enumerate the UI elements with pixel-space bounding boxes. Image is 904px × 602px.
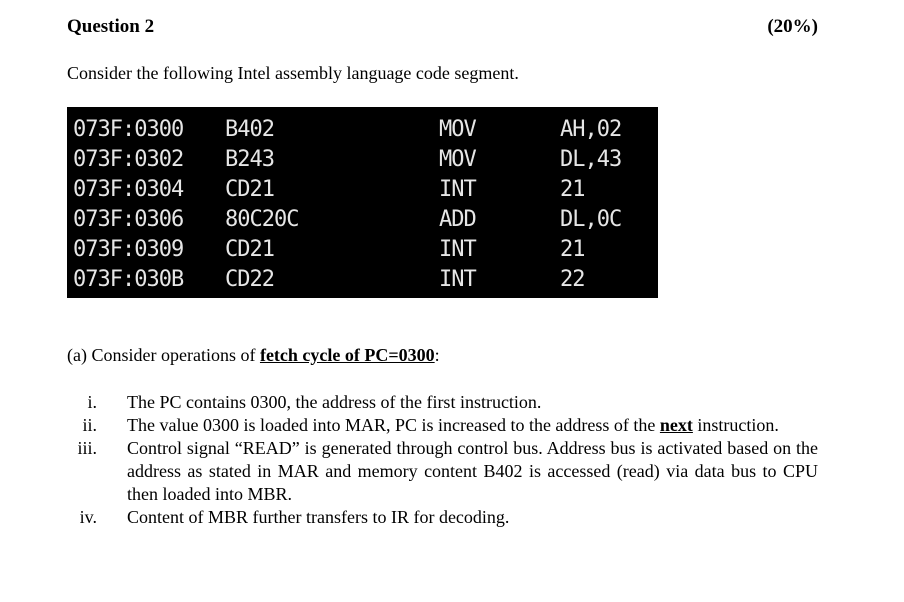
code-hex: CD22 <box>225 267 274 292</box>
code-row <box>67 175 658 205</box>
code-operands: 22 <box>560 267 585 292</box>
code-row <box>67 145 658 175</box>
code-mnemonic: INT <box>439 267 476 292</box>
code-operands: 21 <box>560 177 585 202</box>
code-mnemonic: MOV <box>439 147 476 172</box>
part-a-suffix: : <box>434 345 440 365</box>
code-address: 073F:0302 <box>73 147 184 172</box>
code-address: 073F:0300 <box>73 117 184 142</box>
list-item <box>67 506 818 529</box>
code-operands: DL,0C <box>560 207 622 232</box>
list-item <box>67 391 818 414</box>
step-text-after: instruction. <box>692 415 779 435</box>
part-a-heading <box>67 345 440 366</box>
code-mnemonic: MOV <box>439 117 476 142</box>
code-row <box>67 205 658 235</box>
code-address: 073F:0306 <box>73 207 184 232</box>
code-row <box>67 115 658 145</box>
question-marks: (20%) <box>767 16 818 37</box>
step-number: i. <box>87 392 97 412</box>
part-a-emphasis: fetch cycle of PC=0300 <box>259 345 435 365</box>
code-mnemonic: ADD <box>439 207 476 232</box>
step-text: Control signal “READ” is generated through control bus. Address bus is activated based on the address as stated in MAR and memory content B402 is accessed (read) via data bus to CPU then loaded into MBR. <box>127 438 818 504</box>
code-hex: B402 <box>225 117 274 142</box>
code-mnemonic: INT <box>439 237 476 262</box>
code-mnemonic: INT <box>439 177 476 202</box>
step-number: iii. <box>77 438 97 458</box>
code-row <box>67 235 658 265</box>
code-address: 073F:030B <box>73 267 184 292</box>
step-emphasis: next <box>659 415 693 435</box>
part-a-prefix: (a) Consider operations of <box>67 345 260 365</box>
code-operands: AH,02 <box>560 117 622 142</box>
step-text: The PC contains 0300, the address of the first instruction. <box>127 392 542 412</box>
code-hex: B243 <box>225 147 274 172</box>
step-text: Content of MBR further transfers to IR for decoding. <box>127 507 510 527</box>
code-operands: DL,43 <box>560 147 622 172</box>
code-operands: 21 <box>560 237 585 262</box>
list-item <box>67 437 818 506</box>
step-number: ii. <box>82 415 97 435</box>
code-hex: 80C20C <box>225 207 299 232</box>
code-address: 073F:0304 <box>73 177 184 202</box>
code-address: 073F:0309 <box>73 237 184 262</box>
question-title: Question 2 <box>67 16 155 37</box>
steps-list <box>67 391 818 529</box>
code-hex: CD21 <box>225 177 274 202</box>
code-hex: CD21 <box>225 237 274 262</box>
step-number: iv. <box>79 507 97 527</box>
code-row <box>67 265 658 295</box>
step-text: The value 0300 is loaded into MAR, PC is increased to the address of the <box>127 415 660 435</box>
code-listing <box>67 107 658 298</box>
question-intro: Consider the following Intel assembly language code segment. <box>67 63 519 83</box>
list-item <box>67 414 818 437</box>
